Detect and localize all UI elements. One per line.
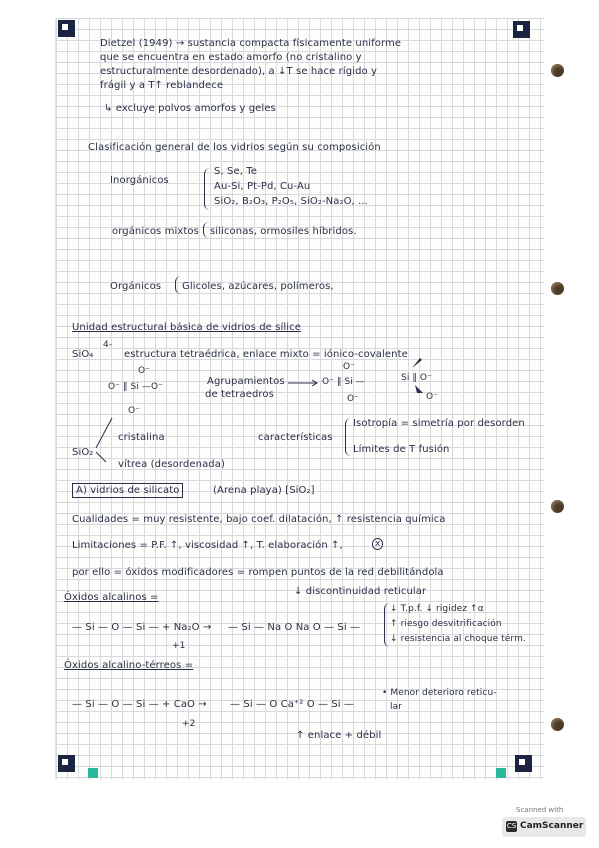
- brace: [203, 222, 209, 238]
- reaction: — Si — O — Si — + Na₂O →: [72, 622, 212, 633]
- category-item: siliconas, ormosiles híbridos.: [210, 226, 357, 237]
- binder-hole-icon: [551, 500, 564, 513]
- brace: [175, 276, 181, 294]
- note-line: ↓ discontinuidad reticular: [294, 586, 427, 597]
- category-item: SiO₂, B₂O₃, P₂O₅, SiO₂-Na₂O, ...: [214, 196, 368, 207]
- effect-item: ↓ resistencia al choque térm.: [390, 634, 526, 644]
- arrow-icon: [288, 378, 320, 388]
- section-heading: Unidad estructural básica de vidrios de sílice: [72, 322, 301, 333]
- diagram-label: O⁻: [128, 406, 141, 416]
- effect-item: ↑ riesgo desvitrificación: [390, 619, 502, 629]
- category-label: orgánicos mixtos: [112, 226, 199, 237]
- teal-square-icon: [88, 768, 98, 778]
- corner-marker-icon: [58, 755, 75, 772]
- note-line: que se encuentra en estado amorfo (no cristalino y: [100, 52, 362, 63]
- category-item: Glicoles, azúcares, polímeros,: [182, 281, 334, 292]
- diagram-label: Si ‖ O⁻: [401, 373, 432, 383]
- section-heading: A) vidrios de silicato: [72, 483, 183, 498]
- diagram-label: vítrea (desordenada): [118, 459, 225, 470]
- binder-hole-icon: [551, 282, 564, 295]
- wedge-icon: [413, 383, 425, 395]
- charge: +1: [172, 641, 186, 651]
- circled-mark: x: [372, 538, 383, 550]
- reaction: — Si — O Ca⁺² O — Si —: [230, 699, 355, 710]
- note-line: Limitaciones = P.F. ↑, viscosidad ↑, T. elaboración ↑,: [72, 540, 343, 551]
- note-line: estructura tetraédrica, enlace mixto = iónico-covalente: [124, 349, 408, 360]
- diagram-label: O⁻: [138, 366, 151, 376]
- camscanner-badge: [502, 806, 586, 840]
- effect-item: ↑ enlace + débil: [296, 730, 382, 741]
- binder-hole-icon: [551, 718, 564, 731]
- diagram-label: Agrupamientos: [207, 376, 285, 387]
- charge: 4-: [103, 340, 113, 350]
- subsection-heading: Óxidos alcalino-térreos =: [64, 660, 194, 671]
- diagram-label: O⁻ ‖ Si —O⁻: [108, 382, 164, 392]
- wedge-icon: [410, 356, 424, 370]
- category-label: Orgánicos: [110, 281, 162, 292]
- effect-item: • Menor deterioro reticu-: [382, 688, 497, 698]
- note-line: ↳ excluye polvos amorfos y geles: [104, 103, 276, 114]
- corner-marker-icon: [513, 21, 530, 38]
- scanner-brand: CamScanner: [520, 821, 584, 831]
- note-line: frágil y a T↑ reblandece: [100, 80, 224, 91]
- reaction: — Si — Na O Na O — Si —: [228, 622, 361, 633]
- note-line: Isotropía = simetría por desorden: [353, 418, 525, 429]
- reaction: — Si — O — Si — + CaO →: [72, 699, 207, 710]
- diagram-label: cristalina: [118, 432, 165, 443]
- camscanner-logo-icon: CS: [506, 822, 517, 830]
- category-item: Au-Si, Pt-Pd, Cu-Au: [214, 181, 311, 192]
- effect-item: ↓ T.p.f. ↓ rigidez ↑α: [390, 604, 484, 614]
- category-label: Inorgánicos: [110, 175, 169, 186]
- section-heading: Clasificación general de los vidrios según su composición: [88, 142, 381, 153]
- corner-marker-icon: [515, 755, 532, 772]
- charge: +2: [182, 719, 196, 729]
- category-item: S, Se, Te: [214, 166, 258, 177]
- scanner-caption: Scanned with: [516, 806, 564, 814]
- note-line: Dietzel (1949) → sustancia compacta físicamente uniforme: [100, 38, 402, 49]
- binder-hole-icon: [551, 64, 564, 77]
- diagram-label: O⁻: [426, 392, 439, 402]
- note-line: Cualidades = muy resistente, bajo coef. dilatación, ↑ resistencia química: [72, 514, 446, 525]
- teal-square-icon: [496, 768, 506, 778]
- note-line: por ello = óxidos modificadores = rompen puntos de la red debilitándola: [72, 567, 444, 578]
- diagram-label: de tetraedros: [205, 389, 274, 400]
- effect-item: lar: [390, 702, 403, 712]
- brace: [345, 418, 351, 456]
- formula: SiO₂: [72, 447, 94, 458]
- brace: [204, 168, 211, 210]
- diagram-label: O⁻ ‖ Si —: [322, 377, 366, 387]
- note-line: estructuralmente desordenado), a ↓T se hace rígido y: [100, 66, 378, 77]
- corner-marker-icon: [58, 20, 75, 37]
- subsection-heading: Óxidos alcalinos =: [64, 592, 159, 603]
- note-line: (Arena playa) [SiO₂]: [213, 485, 315, 496]
- diagram-label: O⁻: [343, 362, 356, 372]
- diagram-label: características: [258, 432, 333, 443]
- diagram-label: O⁻: [347, 394, 360, 404]
- formula: SiO₄: [72, 349, 94, 360]
- note-line: Límites de T fusión: [353, 444, 450, 455]
